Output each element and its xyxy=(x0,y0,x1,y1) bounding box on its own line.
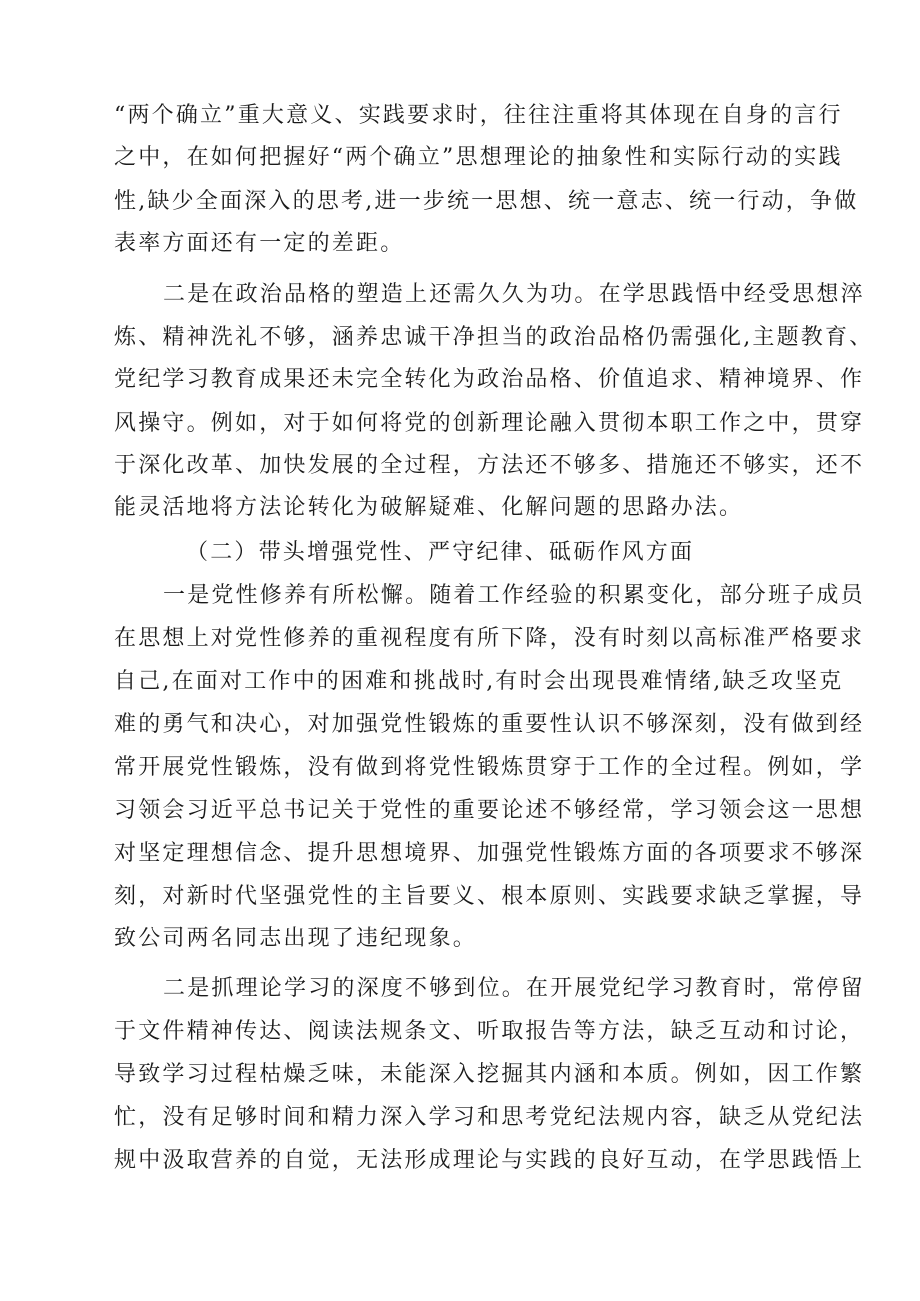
paragraph-line: 习领会习近平总书记关于党性的重要论述不够经常，学习领会这一思想 xyxy=(114,798,865,823)
paragraph-line: 于文件精神传达、阅读法规条文、听取报告等方法，缺乏互动和讨论， xyxy=(114,1019,865,1044)
paragraph-line: 难的勇气和决心，对加强党性锻炼的重要性认识不够深刻，没有做到经 xyxy=(114,712,865,737)
paragraph-line: 性,缺少全面深入的思考,进一步统一思想、统一意志、统一行动，争做 xyxy=(114,189,859,214)
paragraph-line: 对坚定理想信念、提升思想境界、加强党性锻炼方面的各项要求不够深 xyxy=(114,841,865,866)
paragraph-first-line: 一是党性修养有所松懈。随着工作经验的积累变化，部分班子成员 xyxy=(163,583,865,608)
section-heading: （二）带头增强党性、严守纪律、砥砺作风方面 xyxy=(186,540,695,565)
paragraph-line: 规中汲取营养的自觉，无法形成理论与实践的良好互动，在学思践悟上 xyxy=(114,1148,865,1173)
paragraph-line: 在思想上对党性修养的重视程度有所下降，没有时刻以高标准严格要求 xyxy=(114,626,865,651)
paragraph-line: 之中，在如何把握好“两个确立”思想理论的抽象性和实际行动的实践 xyxy=(114,145,843,170)
paragraph-line: 刻，对新时代坚强党性的主旨要义、根本原则、实践要求缺乏掌握，导 xyxy=(114,884,865,909)
paragraph-line: 风操守。例如，对于如何将党的创新理论融入贯彻本职工作之中，贯穿 xyxy=(114,411,865,436)
paragraph-line: 于深化改革、加快发展的全过程，方法还不够多、措施还不够实，还不 xyxy=(114,453,865,478)
paragraph-line: 表率方面还有一定的差距。 xyxy=(114,231,405,256)
paragraph-line: 致公司两名同志出现了违纪现象。 xyxy=(114,926,478,951)
paragraph-line: 自己,在面对工作中的困难和挑战时,有时会出现畏难情绪,缺乏攻坚克 xyxy=(114,669,844,694)
paragraph-line: 党纪学习教育成果还未完全转化为政治品格、价值追求、精神境界、作 xyxy=(114,367,865,392)
paragraph-first-line: 二是在政治品格的塑造上还需久久为功。在学思践悟中经受思想淬 xyxy=(163,282,865,307)
paragraph-line: 能灵活地将方法论转化为破解疑难、化解问题的思路办法。 xyxy=(114,495,744,520)
paragraph-line: “两个确立”重大意义、实践要求时，往往注重将其体现在自身的言行 xyxy=(114,103,843,128)
paragraph-line: 忙，没有足够时间和精力深入学习和思考党纪法规内容，缺乏从党纪法 xyxy=(114,1105,865,1130)
paragraph-line: 导致学习过程枯燥乏味，未能深入挖掘其内涵和本质。例如，因工作繁 xyxy=(114,1062,865,1087)
paragraph-first-line: 二是抓理论学习的深度不够到位。在开展党纪学习教育时，常停留 xyxy=(163,976,865,1001)
paragraph-line: 炼、精神洗礼不够，涵养忠诚干净担当的政治品格仍需强化,主题教育、 xyxy=(114,325,874,350)
paragraph-line: 常开展党性锻炼，没有做到将党性锻炼贯穿于工作的全过程。例如，学 xyxy=(114,755,865,780)
